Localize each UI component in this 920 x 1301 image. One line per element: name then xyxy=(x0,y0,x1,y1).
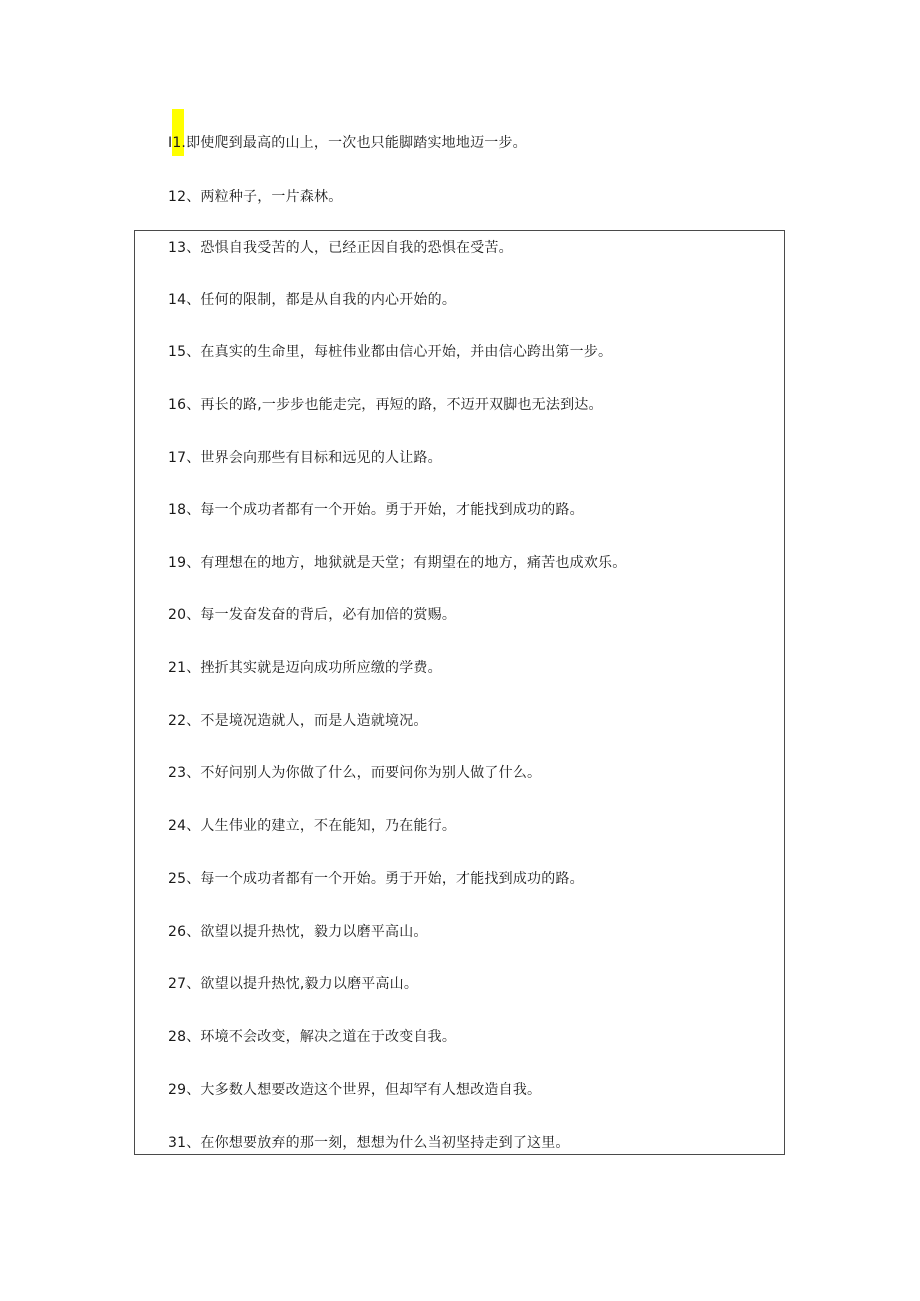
list-item: 22、不是境况造就人，而是人造就境况。 xyxy=(168,713,428,729)
list-item: 15、在真实的生命里，每桩伟业都由信心开始，并由信心跨出第一步。 xyxy=(168,344,613,360)
list-item: 31、在你想要放弃的那一刻，想想为什么当初坚持走到了这里。 xyxy=(168,1135,570,1151)
list-item: 21、挫折其实就是迈向成功所应缴的学费。 xyxy=(168,660,442,676)
list-item: 16、再长的路,一步步也能走完，再短的路，不迈开双脚也无法到达。 xyxy=(168,397,603,413)
list-item: 12、两粒种子，一片森林。 xyxy=(168,189,343,205)
list-item: 13、恐惧自我受苦的人，已经正因自我的恐惧在受苦。 xyxy=(168,240,513,256)
list-item: 17、世界会向那些有目标和远见的人让路。 xyxy=(168,450,442,466)
list-item: 25、每一个成功者都有一个开始。勇于开始，才能找到成功的路。 xyxy=(168,871,584,887)
list-item: I1.即使爬到最高的山上，一次也只能脚踏实地地迈一步。 xyxy=(168,135,527,151)
list-item: 23、不好问别人为你做了什么，而要问你为别人做了什么。 xyxy=(168,765,542,781)
list-item: 14、任何的限制，都是从自我的内心开始的。 xyxy=(168,292,457,308)
list-item: 18、每一个成功者都有一个开始。勇于开始，才能找到成功的路。 xyxy=(168,502,584,518)
list-item: 20、每一发奋发奋的背后，必有加倍的赏赐。 xyxy=(168,607,457,623)
list-item: 27、欲望以提升热忱,毅力以磨平高山。 xyxy=(168,976,419,992)
list-item: 24、人生伟业的建立，不在能知，乃在能行。 xyxy=(168,818,457,834)
list-item: 19、有理想在的地方，地狱就是天堂；有期望在的地方，痛苦也成欢乐。 xyxy=(168,555,627,571)
list-item: 26、欲望以提升热忱，毅力以磨平高山。 xyxy=(168,924,428,940)
quote-list-frame xyxy=(134,230,785,1155)
list-item: 29、大多数人想要改造这个世界，但却罕有人想改造自我。 xyxy=(168,1082,542,1098)
list-item: 28、环境不会改变，解决之道在于改变自我。 xyxy=(168,1029,457,1045)
